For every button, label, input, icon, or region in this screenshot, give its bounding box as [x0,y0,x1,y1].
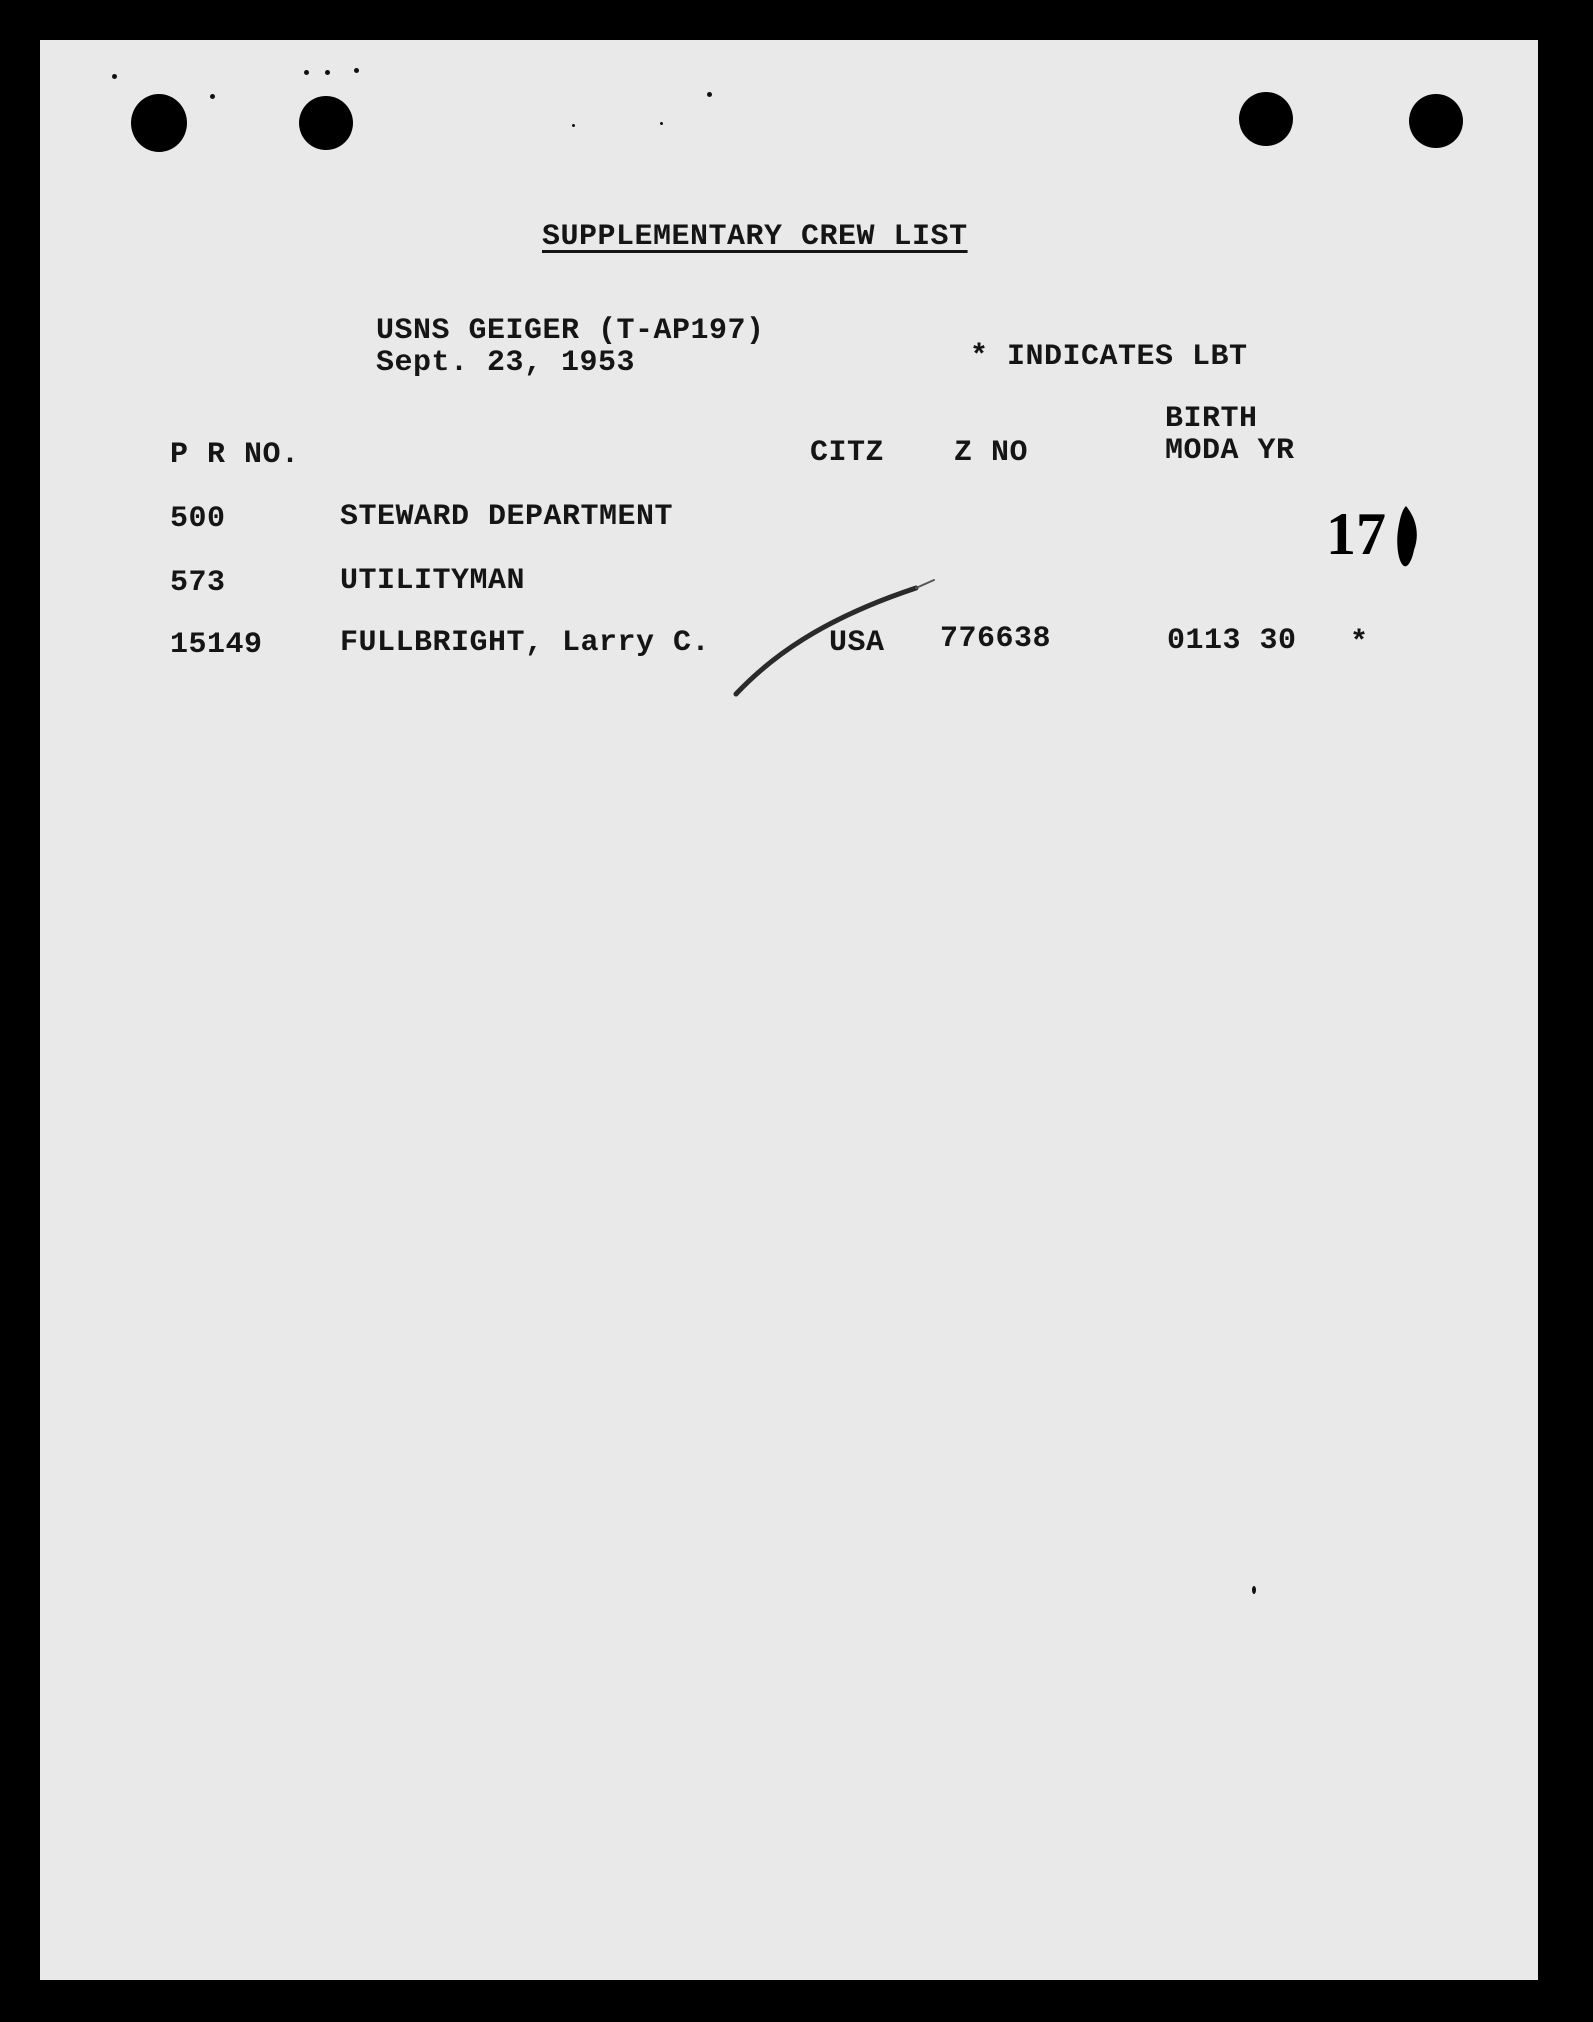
legend-note: * INDICATES LBT [970,340,1248,374]
table-row-pr-no: 500 [170,502,226,536]
speck [572,124,575,127]
table-row-citz: USA [829,626,885,660]
speck [707,92,712,97]
header-moda-yr: MODA YR [1165,434,1295,468]
table-row-z-no: 776638 [940,622,1052,656]
speck [304,70,309,75]
table-row-pr-no: 573 [170,566,226,600]
table-row-pr-no: 15149 [170,628,263,662]
table-row-birth: 0113 30 [1167,624,1297,658]
header-birth: BIRTH [1165,402,1258,436]
vessel-name: USNS GEIGER (T-AP197) [376,314,765,348]
speck [1252,1586,1256,1594]
speck [660,122,663,125]
speck [112,74,117,79]
check-mark-icon [720,548,940,708]
punch-hole-3 [1239,92,1293,146]
header-citz: CITZ [810,436,885,470]
speck [325,70,330,75]
table-row-name: STEWARD DEPARTMENT [340,500,674,534]
page-number-text: 17 [1326,501,1386,567]
punch-hole-2 [299,96,353,150]
document-title: SUPPLEMENTARY CREW LIST [542,220,968,254]
document-page [40,40,1538,1980]
header-z-no: Z NO [954,436,1029,470]
punch-hole-1 [131,94,187,152]
table-row-name: FULLBRIGHT, Larry C. [340,626,711,660]
list-date: Sept. 23, 1953 [376,346,636,380]
lbt-mark: * [1350,626,1369,660]
table-row-name: UTILITYMAN [340,564,526,598]
punch-hole-4 [1409,94,1463,148]
header-pr-no: P R NO. [170,438,300,472]
speck [210,94,215,99]
speck [354,68,359,73]
ink-blot [1392,504,1422,570]
page-number [1326,500,1386,569]
